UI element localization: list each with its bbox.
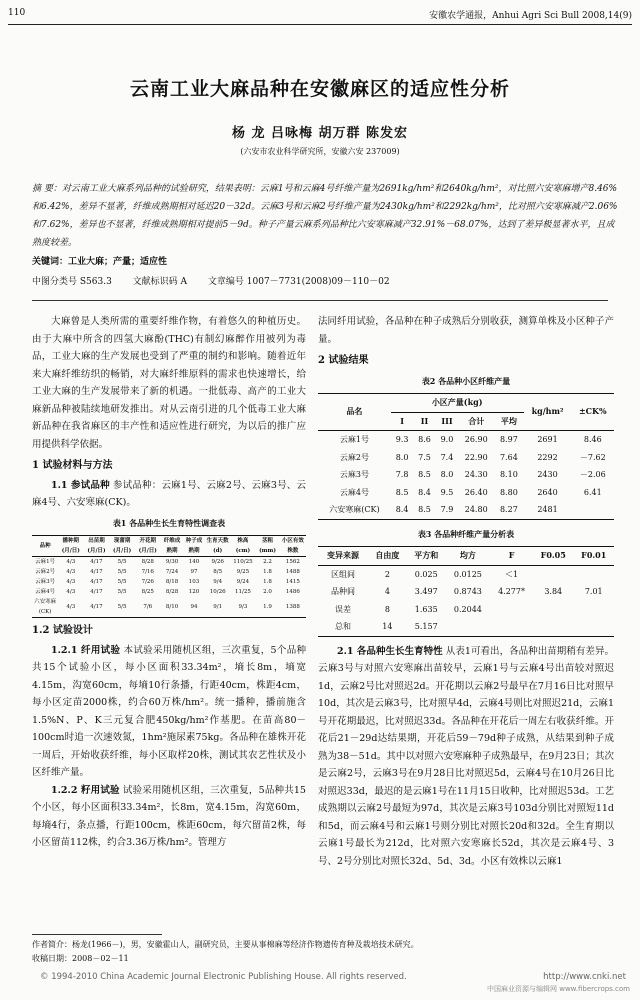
journal-name: 安徽农学通报，Anhui Agri Sci Bull 2008,14(9) xyxy=(429,11,632,21)
t1-header-cell: 小区有效株数 xyxy=(281,538,304,554)
t2-head-name: 品名 xyxy=(346,406,363,417)
t1-cell: 4/3 xyxy=(66,604,76,610)
t3-cell: 4 xyxy=(384,587,390,596)
section-2-1-heading: 2.1 各品种生长生育特性 xyxy=(337,645,443,657)
abstract: 摘 要：对云南工业大麻系列品种的试验研究，结果表明：云麻1号和云麻4号纤维产量为2691kg/hm²和2640kg/hm²，对比照六安寒麻增产8.46%和6.42%，差异不显著，纤维成熟期相对延迟20－32d。云麻3号和云麻2号纤维产量为2430kg/hm²和2292kg/hm²，比对照六安寒麻减产2.06%和7.62%，差异也不显著，纤维成熟期相对提前5－9d。种子产量云麻系列品种比六安寒麻减产32.91%－68.07%，达到了差异极显著水平，且成熟度较差。 xyxy=(32,184,618,248)
paper-title: 云南工业大麻品种在安徽麻区的适应性分析 xyxy=(129,78,510,100)
t1-cell: 云麻1号 xyxy=(35,559,56,565)
t1-cell: 4/17 xyxy=(90,579,103,585)
t2-header-cell: I xyxy=(400,415,404,426)
t1-cell: 4/17 xyxy=(90,589,103,595)
t1-cell: 4/17 xyxy=(90,559,103,565)
t3-cell: 7.01 xyxy=(584,587,603,596)
t1-header-cell: 品种 xyxy=(39,543,51,549)
t3-header-cell: 平方和 xyxy=(414,550,439,560)
t3-header-cell: F0.01 xyxy=(581,550,607,560)
t1-cell: 9/4 xyxy=(213,579,223,585)
table-1-caption: 表1 各品种生长生育特性调查表 xyxy=(112,517,226,528)
t2-cell: 2691 xyxy=(537,435,558,444)
section-1-2-heading: 1.2 试验设计 xyxy=(32,625,93,636)
t1-cell: 2.2 xyxy=(263,559,272,565)
t1-header-cell: 纤维成熟期 xyxy=(163,538,181,554)
t2-cell: 8.4 xyxy=(395,505,409,514)
t2-header-cell: 平均 xyxy=(500,415,517,426)
t2-cell: 8.97 xyxy=(499,435,518,444)
t3-cell: ＜1 xyxy=(504,569,519,579)
t2-row xyxy=(318,501,614,519)
t3-cell: 0.8743 xyxy=(453,587,482,596)
t2-head-yield: kg/hm² xyxy=(531,406,564,417)
t1-header-cell: 现蕾期(月/日) xyxy=(113,538,132,554)
t1-cell: 7/26 xyxy=(141,579,154,585)
table-2 xyxy=(318,393,614,520)
t1-row xyxy=(32,597,306,618)
continued-paragraph: 法同纤用试验，各品种在种子成熟后分别收获，测算单株及小区种子产量。 xyxy=(318,316,614,345)
t2-cell: 7.5 xyxy=(418,452,431,462)
t1-cell: 4/3 xyxy=(66,559,76,565)
t1-header-cell: 播种期(月/日) xyxy=(61,538,80,554)
t2-cell: 7.64 xyxy=(499,452,518,462)
t2-cell: 9.5 xyxy=(440,487,454,497)
t2-cell: 7.4 xyxy=(440,452,454,462)
t3-header-cell: F xyxy=(508,550,515,560)
t3-cell xyxy=(573,601,614,619)
t3-cell: 8 xyxy=(384,604,390,614)
t2-row xyxy=(318,466,614,484)
t2-cell xyxy=(572,501,614,519)
t1-cell: 140 xyxy=(188,559,200,565)
t1-cell: 7/6 xyxy=(143,604,153,610)
t1-row xyxy=(32,577,306,587)
t2-cell: 云麻1号 xyxy=(339,435,369,444)
table-3-caption: 表3 各品种纤维产量分析表 xyxy=(417,528,515,539)
t2-cell: 7.9 xyxy=(440,505,454,514)
section-1-2-2-heading: 1.2.2 籽用试验 xyxy=(51,784,120,796)
t2-cell: 22.90 xyxy=(464,452,488,462)
table-1 xyxy=(32,535,306,618)
t2-cell: 6.41 xyxy=(583,487,602,497)
t2-header-cell: 合计 xyxy=(468,415,485,426)
classification-line xyxy=(32,274,408,287)
t3-cell xyxy=(533,601,573,619)
t2-cell: 云麻3号 xyxy=(339,470,369,479)
t2-cell: 云麻2号 xyxy=(339,452,369,462)
t1-cell: 4/17 xyxy=(90,569,103,575)
t3-cell: 3.84 xyxy=(544,587,563,596)
t2-cell: 云麻4号 xyxy=(339,487,369,497)
section-2-1-text: 从表1可看出，各品种出苗期稍有差异。云麻3号与对照六安寒麻出苗较早，云麻1号与云麻4号出苗较对照迟1d，云麻2号比对照迟2d。开花期以云麻2号最早在7月16日比对照早10d，其次是云麻3号，比对照早4d，云麻4号则比对照迟21d，云麻1号开花期最迟，比对照迟33d。各品种在开花后一周左右收获纤维。开花后21－29d达结果期，开花后59－79d种子成熟，从结果到种子成熟为38－51d。其中以对照六安寒麻种子成熟最早，在9月23日；其次是云麻2号，云麻3号在9月28日比对照迟5d，云麻4号在10月26日比对照迟33d，最迟的是云麻1号在11月15日收种，比对照迟53d。工艺成熟期以云麻2号最短为97d，其次是云麻3号103d分别比对照短11d和5d，而云麻4号和云麻1号则分别比对照长20d和32d。全生育期以云麻1号最长为212d，比对照六安寒麻长52d，其次是云麻4号、3号、2号分别比对照长32d、5d、3d。小区有效株以云麻1 xyxy=(318,645,614,867)
t1-cell: 8/25 xyxy=(141,589,154,595)
t2-cell: 8.0 xyxy=(395,452,409,462)
table-1-header-row xyxy=(32,536,306,557)
t3-cell: 2 xyxy=(384,569,390,579)
t2-head-pct: ±CK% xyxy=(578,406,607,417)
t1-cell: 1486 xyxy=(285,589,300,595)
t2-cell: 8.5 xyxy=(418,505,431,514)
t1-cell: 4/3 xyxy=(66,589,76,595)
right-column xyxy=(318,313,614,870)
t1-cell: 1488 xyxy=(285,569,300,575)
t1-cell: 9/26 xyxy=(211,559,224,565)
t1-header-cell: 茎粗(mm) xyxy=(259,538,276,554)
t2-cell: 8.5 xyxy=(418,470,431,479)
t1-cell: 103 xyxy=(188,579,200,585)
t1-row xyxy=(32,567,306,577)
t1-cell: 9/25 xyxy=(236,569,250,575)
t1-cell: 7/24 xyxy=(165,569,179,575)
t3-cell xyxy=(446,618,490,636)
t2-cell: 2430 xyxy=(537,470,558,479)
t2-row xyxy=(318,431,614,449)
t2-row xyxy=(318,449,614,467)
t2-cell: 8.6 xyxy=(418,435,431,444)
t3-cell: 误差 xyxy=(334,604,351,614)
t2-cell: 2481 xyxy=(537,505,558,514)
divider xyxy=(32,300,608,301)
t1-cell: 4/3 xyxy=(66,579,76,585)
footnote xyxy=(32,938,612,966)
t3-cell xyxy=(533,618,573,636)
t2-cell: 8.27 xyxy=(499,505,518,514)
section-2-heading: 2 试验结果 xyxy=(318,355,369,366)
t1-cell: 5/5 xyxy=(117,604,127,610)
author-bio: 作者简介：杨龙(1966－)，男，安徽霍山人，副研究员，主要从事棉麻等经济作物遗传育种及栽培技术研究。 xyxy=(32,940,419,949)
t1-cell: 9/24 xyxy=(236,579,250,585)
t3-cell xyxy=(573,618,614,636)
t2-cell: 26.40 xyxy=(464,487,488,497)
t3-cell: 总和 xyxy=(334,622,351,631)
table-2-caption: 表2 各品种小区纤维产量 xyxy=(421,375,511,386)
t3-cell xyxy=(490,618,533,636)
article-number: 文章编号 1007－7731(2008)09－110－02 xyxy=(207,277,390,287)
t3-cell: 0.0125 xyxy=(453,569,482,579)
t3-row xyxy=(318,565,614,583)
t3-row xyxy=(318,583,614,601)
t1-header-cell: 出苗期(月/日) xyxy=(87,538,106,554)
t3-header-cell: 变异来源 xyxy=(326,550,359,560)
t1-cell: 8/28 xyxy=(165,589,179,595)
section-1-1-heading: 1.1 参试品种 xyxy=(51,479,110,491)
section-1-heading: 1 试验材料与方法 xyxy=(32,460,113,471)
t2-header-cell: III xyxy=(441,415,453,426)
t1-cell: 8/18 xyxy=(165,579,179,585)
t1-cell: 云麻3号 xyxy=(35,579,56,585)
t1-cell: 4/17 xyxy=(90,604,103,610)
t3-header-cell: F0.05 xyxy=(540,550,566,560)
t2-cell: 六安寒麻(CK) xyxy=(329,505,380,514)
page-header xyxy=(8,6,632,22)
t1-cell: 120 xyxy=(188,589,200,595)
t1-header-cell: 株高(cm) xyxy=(235,538,251,554)
t3-cell: 3.497 xyxy=(414,587,438,596)
t1-row xyxy=(32,587,306,597)
t1-cell: 97 xyxy=(190,569,198,575)
t1-cell: 8/5 xyxy=(213,569,223,575)
t1-cell: 1388 xyxy=(285,604,300,610)
t2-cell: 24.30 xyxy=(464,470,488,479)
t1-cell: 六安寒麻(CK) xyxy=(34,599,57,615)
t3-cell: 1.635 xyxy=(414,604,438,614)
t2-cell: 8.46 xyxy=(583,435,602,444)
t1-cell: 9/30 xyxy=(165,559,179,565)
t1-cell: 1.8 xyxy=(263,579,272,585)
table-1-body xyxy=(32,557,306,618)
t1-cell: 9/3 xyxy=(238,604,248,610)
keywords: 关键词：工业大麻；产量；适应性 xyxy=(32,257,168,267)
t3-cell xyxy=(573,565,614,583)
received-date: 收稿日期：2008－02－11 xyxy=(32,954,129,963)
t3-cell: 区组间 xyxy=(330,569,355,579)
t3-row xyxy=(318,601,614,619)
site-link[interactable]: http://www.cnki.net xyxy=(543,972,626,982)
t1-cell: 4/3 xyxy=(66,569,76,575)
t1-header-cell: 种子成熟期 xyxy=(185,538,203,554)
t2-cell: 9.3 xyxy=(395,435,409,444)
t2-cell: 2640 xyxy=(537,487,558,497)
clc-number: 中图分类号 S563.3 xyxy=(32,277,112,287)
left-column xyxy=(32,313,306,852)
t3-row xyxy=(318,618,614,636)
t2-head-plot: 小区产量(kg) xyxy=(391,394,524,413)
t3-header-cell: 均方 xyxy=(459,550,476,560)
t1-cell: 2.0 xyxy=(263,589,272,595)
authors: 杨 龙 吕咏梅 胡万群 陈发宏 xyxy=(231,126,409,141)
t1-cell: 11/25 xyxy=(234,589,251,595)
t3-cell: 5.157 xyxy=(414,622,438,631)
t1-cell: 8/10 xyxy=(165,604,179,610)
t1-cell: 94 xyxy=(190,604,198,610)
t1-cell: 110/25 xyxy=(233,559,253,565)
page-number: 110 xyxy=(8,8,26,18)
t1-row xyxy=(32,557,306,568)
t2-cell: 24.80 xyxy=(464,505,488,514)
t2-cell: 26.90 xyxy=(464,435,488,444)
t3-cell xyxy=(533,565,573,583)
t1-cell: 云麻2号 xyxy=(35,569,56,575)
t3-cell: 4.277* xyxy=(498,587,525,596)
affiliation: (六安市农业科学研究所，安徽六安 237009) xyxy=(240,147,400,156)
table-2-body xyxy=(318,431,614,520)
t2-cell: 8.5 xyxy=(395,487,409,497)
document-code: 文献标识码 A xyxy=(132,277,188,287)
t1-cell: 1.8 xyxy=(263,569,272,575)
t1-cell: 9/1 xyxy=(213,604,223,610)
t1-cell: 5/5 xyxy=(117,559,127,565)
header-rule xyxy=(8,24,632,25)
t1-cell: 1562 xyxy=(285,559,300,565)
t2-cell: －2.06 xyxy=(579,470,606,479)
t1-cell: 1415 xyxy=(285,579,300,585)
section-1-2-1-heading: 1.2.1 纤用试验 xyxy=(51,644,121,656)
copyright: © 1994-2010 China Academic Journal Electronic Publishing House. All rights reserved. xyxy=(40,972,407,982)
t3-cell: 14 xyxy=(382,622,393,631)
t1-cell: 5/5 xyxy=(117,579,127,585)
t2-header-cell: II xyxy=(420,415,429,426)
t2-row xyxy=(318,484,614,502)
t1-cell: 7/16 xyxy=(141,569,154,575)
t2-cell: －7.62 xyxy=(579,452,606,462)
t3-cell: 0.2044 xyxy=(453,604,482,614)
t2-cell: 2292 xyxy=(537,452,558,462)
t3-cell xyxy=(490,601,533,619)
t1-header-cell: 开花期(月/日) xyxy=(138,538,157,554)
footnote-rule xyxy=(32,934,162,935)
t3-cell: 品种间 xyxy=(330,587,355,596)
t1-cell: 云麻4号 xyxy=(35,589,56,595)
t3-cell: 0.025 xyxy=(414,569,438,579)
t1-cell: 5/5 xyxy=(117,569,127,575)
table-3-body xyxy=(318,565,614,636)
t3-header-cell: 自由度 xyxy=(375,550,400,560)
t2-cell: 9.0 xyxy=(440,435,454,444)
t2-cell: 8.80 xyxy=(499,487,518,497)
t2-cell: 7.8 xyxy=(395,470,409,479)
t1-cell: 5/5 xyxy=(117,589,127,595)
t1-cell: 1.9 xyxy=(263,604,272,610)
t1-cell: 10/26 xyxy=(209,589,226,595)
watermark: 中国麻业资源与编辑网 www.fibercrops.com xyxy=(487,985,630,993)
table-3-header-row xyxy=(318,547,614,566)
t1-cell: 8/28 xyxy=(141,559,154,565)
section-1-1-text: 参试品种：云麻1号、云麻2号、云麻3号、云麻4号、六安寒麻(CK)。 xyxy=(32,479,306,508)
t2-cell: 8.0 xyxy=(440,470,454,479)
t2-cell: 8.10 xyxy=(499,470,518,479)
table-3 xyxy=(318,546,614,637)
t2-cell: 8.4 xyxy=(418,487,431,497)
section-1-2-1-text: 本试验采用随机区组，三次重复，5个品种共15个试验小区，每小区面积33.34m²，墒长8m，墒宽4.15m，沟宽60cm，每墒10行条播，行距40cm，株距4cm，每小区定苗2000株，约合60万株/hm²。统一播种，播前施含1.5%N、P、K三元复合肥450kg/hm²作基肥。在苗高80－100cm时追一次速效氮，1hm²施尿素75kg。各品种在雄株开花一周后，开始收获纤维，每小区取样20株，测试其农艺性状及小区纤维产量。 xyxy=(32,644,306,778)
intro-paragraph: 大麻曾是人类所需的重要纤维作物，有着悠久的种植历史。由于大麻中所含的四氢大麻酚(THC)有制幻麻醉作用被列为毒品，工业大麻的生产发展也受到了严重的制约和影响。随着近年来大麻纤维纺织的畅销，对大麻纤维原料的需求也快速增长，给工业大麻的生产发展带来了新的机遇。一批低毒、高产的工业大麻新品种被陆续地研发推出。对从云南引进的几个低毒工业大麻新品种在我省麻区的丰产性和适应性进行研究，为以后的推广应用提供科学依据。 xyxy=(32,316,306,450)
section-1-2-2-text: 试验采用随机区组，三次重复，5品种共15个小区，每小区面积33.34m²，长8m，宽4.15m，沟宽60m，每墒4行，条点播，行距100cm，株距60cm，每穴留苗2株，每小区留苗112株，约合3.36万株/hm²。管理方 xyxy=(32,784,306,848)
t1-header-cell: 生育天数(d) xyxy=(206,538,229,554)
